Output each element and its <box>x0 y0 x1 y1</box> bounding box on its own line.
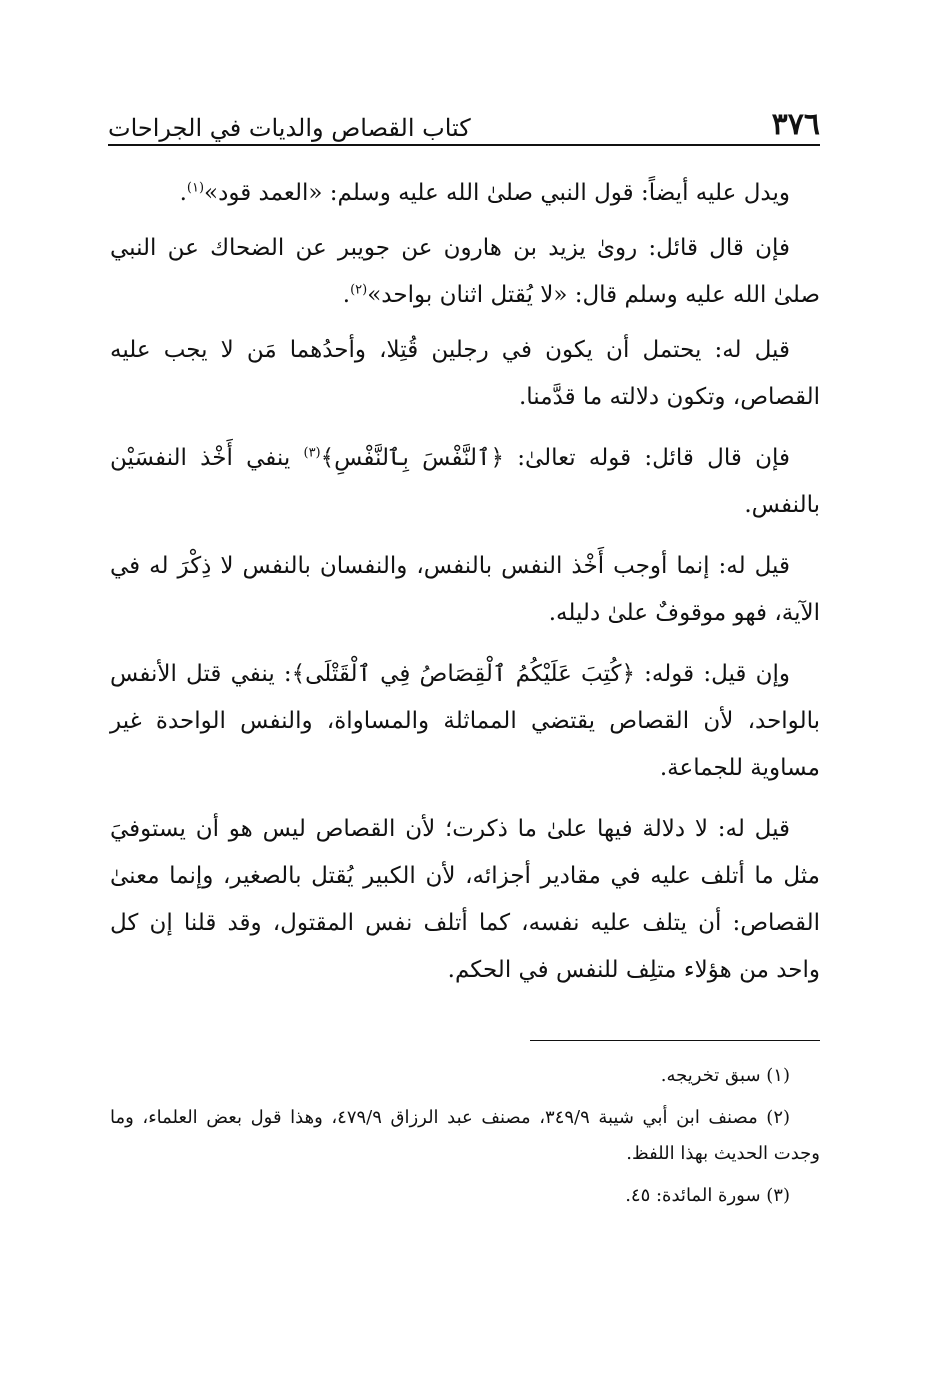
paragraph: فإن قال قائل: رویٰ یزید بن هارون عن جویبر عن الضحاك عن النبي صلىٰ الله عليه وسلم قال: «لا يُقتل اثنان بواحد»$^{(٢)}$. <box>110 235 820 308</box>
footnote: (٣) سورة المائدة: ٤٥. <box>625 1185 790 1206</box>
paragraph: وإن قيل: قوله: ﴿كُتِبَ عَلَيْكُمُ ٱلْقِصَاصُ فِي ٱلْقَتْلَى﴾: ينفي قتل الأنفس بالواحد، لأن القصاص يقتضي المماثلة والمساواة، والنفس الواحدة غير مساوية للجماعة. <box>110 661 820 781</box>
page-header <box>108 96 820 146</box>
main-text <box>110 170 820 1002</box>
paragraph: فإن قال قائل: قوله تعالىٰ: ﴿ٱلنَّفْسَ بِٱلنَّفْسِ﴾$^{(٣)}$ ينفي أَخْذ النفسَيْن بالنفس. <box>110 445 820 518</box>
footnote-ref: (١) <box>186 180 205 196</box>
paragraph: قيل له: لا دلالة فيها علىٰ ما ذكرت؛ لأن القصاص ليس هو أن يستوفيَ مثل ما أتلف عليه في مقادير أجزائه، لأن الكبير يُقتل بالصغير، وإنما معنىٰ القصاص: أن يتلف عليه نفسه، كما أتلف نفس المقتول، وقد قلنا إن كل واحد من هؤلاء متلِف للنفس في الحكم. <box>110 816 820 983</box>
paragraph: قيل له: يحتمل أن يكون في رجلين قُتِلا، وأحدُهما مَن لا يجب عليه القصاص، وتكون دلالته ما قدَّمنا. <box>110 337 820 410</box>
running-title: كتاب القصاص والديات في الجراحات <box>108 114 471 142</box>
paragraph: قيل له: إنما أوجب أَخْذ النفس بالنفس، والنفسان بالنفس لا ذِكْرَ له في الآية، فهو موقوفٌ علىٰ دليله. <box>110 553 820 626</box>
footnote: (١) سبق تخريجه. <box>660 1065 790 1086</box>
footnotes <box>110 1058 820 1220</box>
footnote-ref: (٣) <box>303 445 321 461</box>
footnote-ref: (٢) <box>350 282 368 298</box>
footnote-separator <box>530 1040 820 1041</box>
footnote: (٢) مصنف ابن أبي شيبة ٣٤٩/٩، مصنف عبد الرزاق ٤٧٩/٩، وهذا قول بعض العلماء، وما وجدت الحديث بهذا اللفظ. <box>110 1107 820 1164</box>
paragraph: ويدل عليه أيضاً: قول النبي صلىٰ الله عليه وسلم: «العمد قود»$^{(١)}$. <box>179 180 790 206</box>
page-number: ٣٧٦ <box>771 107 820 142</box>
